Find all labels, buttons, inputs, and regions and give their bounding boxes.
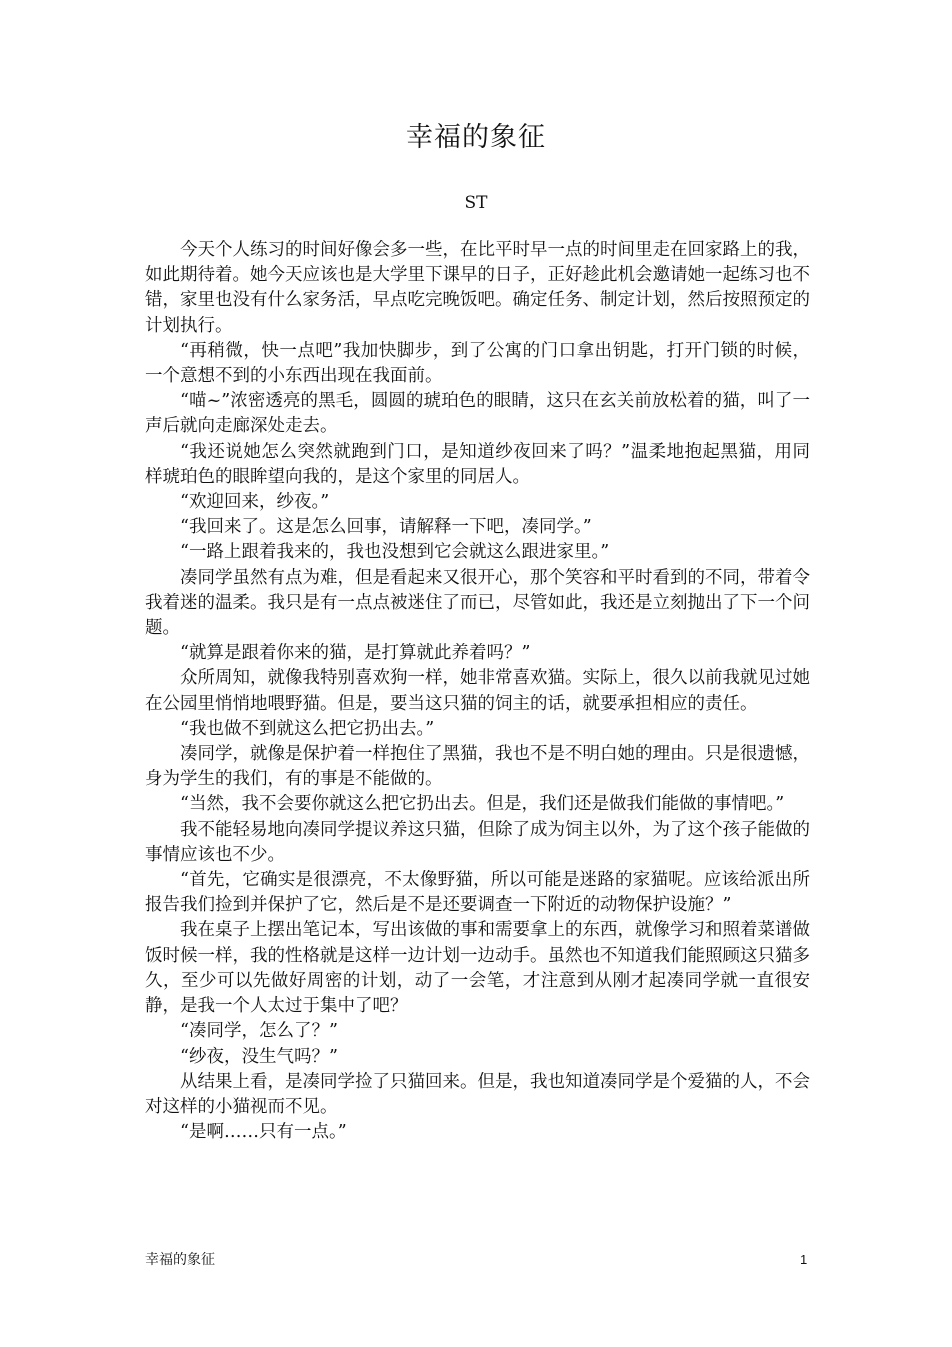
paragraph: 我在桌子上摆出笔记本，写出该做的事和需要拿上的东西，就像学习和照着菜谱做饭时候一样，我的性格就是这样一边计划一边动手。虽然也不知道我们能照顾这只猫多久，至少可以先做好周密的计划，动了一会笔，才注意到从刚才起凑同学就一直很安静，是我一个人太过于集中了吧？: [145, 920, 810, 1017]
paragraph: “一路上跟着我来的，我也没想到它会就这么跟进家里。”: [180, 542, 610, 563]
paragraph: 从结果上看，是凑同学捡了只猫回来。但是，我也知道凑同学是个爱猫的人，不会对这样的小猫视而不见。: [145, 1071, 810, 1117]
paragraph: 今天个人练习的时间好像会多一些，在比平时早一点的时间里走在回家路上的我，如此期待着。她今天应该也是大学里下课早的日子，正好趁此机会邀请她一起练习也不错，家里也没有什么家务活，早点吃完晚饭吧。确定任务、制定计划，然后按照预定的计划执行。: [145, 240, 810, 336]
paragraph: “就算是跟着你来的猫，是打算就此养着吗？”: [180, 643, 531, 664]
paragraph: “纱夜，没生气吗？”: [180, 1046, 338, 1067]
document-body: [145, 238, 810, 1145]
paragraph: “喵~”浓密透亮的黑毛，圆圆的琥珀色的眼睛，这只在玄关前放松着的猫，叫了一声后就向走廊深处走去。: [145, 391, 810, 437]
paragraph: 凑同学虽然有点为难，但是看起来又很开心，那个笑容和平时看到的不同，带着令我着迷的温柔。我只是有一点点被迷住了而已，尽管如此，我还是立刻抛出了下一个问题。: [145, 567, 810, 639]
paragraph: “凑同学，怎么了？”: [180, 1021, 338, 1042]
page-number: 1: [800, 1252, 808, 1267]
paragraph: “我还说她怎么突然就跑到门口，是知道纱夜回来了吗？”温柔地抱起黑猫，用同样琥珀色的眼眸望向我的，是这个家里的同居人。: [145, 441, 810, 487]
document-title: 幸福的象征: [406, 122, 546, 153]
paragraph: 众所周知，就像我特别喜欢狗一样，她非常喜欢猫。实际上，很久以前我就见过她在公园里悄悄地喂野猫。但是，要当这只猫的饲主的话，就要承担相应的责任。: [145, 668, 810, 714]
paragraph: “是啊……只有一点。”: [180, 1122, 347, 1143]
paragraph: “再稍微，快一点吧”我加快脚步，到了公寓的门口拿出钥匙，打开门锁的时候，一个意想不到的小东西出现在我面前。: [145, 340, 810, 387]
document-author: ST: [464, 193, 488, 213]
paragraph: “欢迎回来，纱夜。”: [180, 492, 330, 513]
paragraph: 凑同学，就像是保护着一样抱住了黑猫，我也不是不明白她的理由。只是很遗憾，身为学生的我们，有的事是不能做的。: [145, 744, 810, 790]
paragraph: 我不能轻易地向凑同学提议养这只猫，但除了成为饲主以外，为了这个孩子能做的事情应该也不少。: [145, 819, 810, 865]
paragraph: “我也做不到就这么把它扔出去。”: [180, 718, 435, 739]
paragraph: “我回来了。这是怎么回事，请解释一下吧，凑同学。”: [180, 517, 592, 538]
footer-title: 幸福的象征: [145, 1252, 215, 1268]
paragraph: “当然，我不会要你就这么把它扔出去。但是，我们还是做我们能做的事情吧。”: [180, 794, 785, 815]
paragraph: “首先，它确实是很漂亮，不太像野猫，所以可能是迷路的家猫呢。应该给派出所报告我们捡到并保护了它，然后是不是还要调查一下附近的动物保护设施？”: [145, 870, 810, 916]
